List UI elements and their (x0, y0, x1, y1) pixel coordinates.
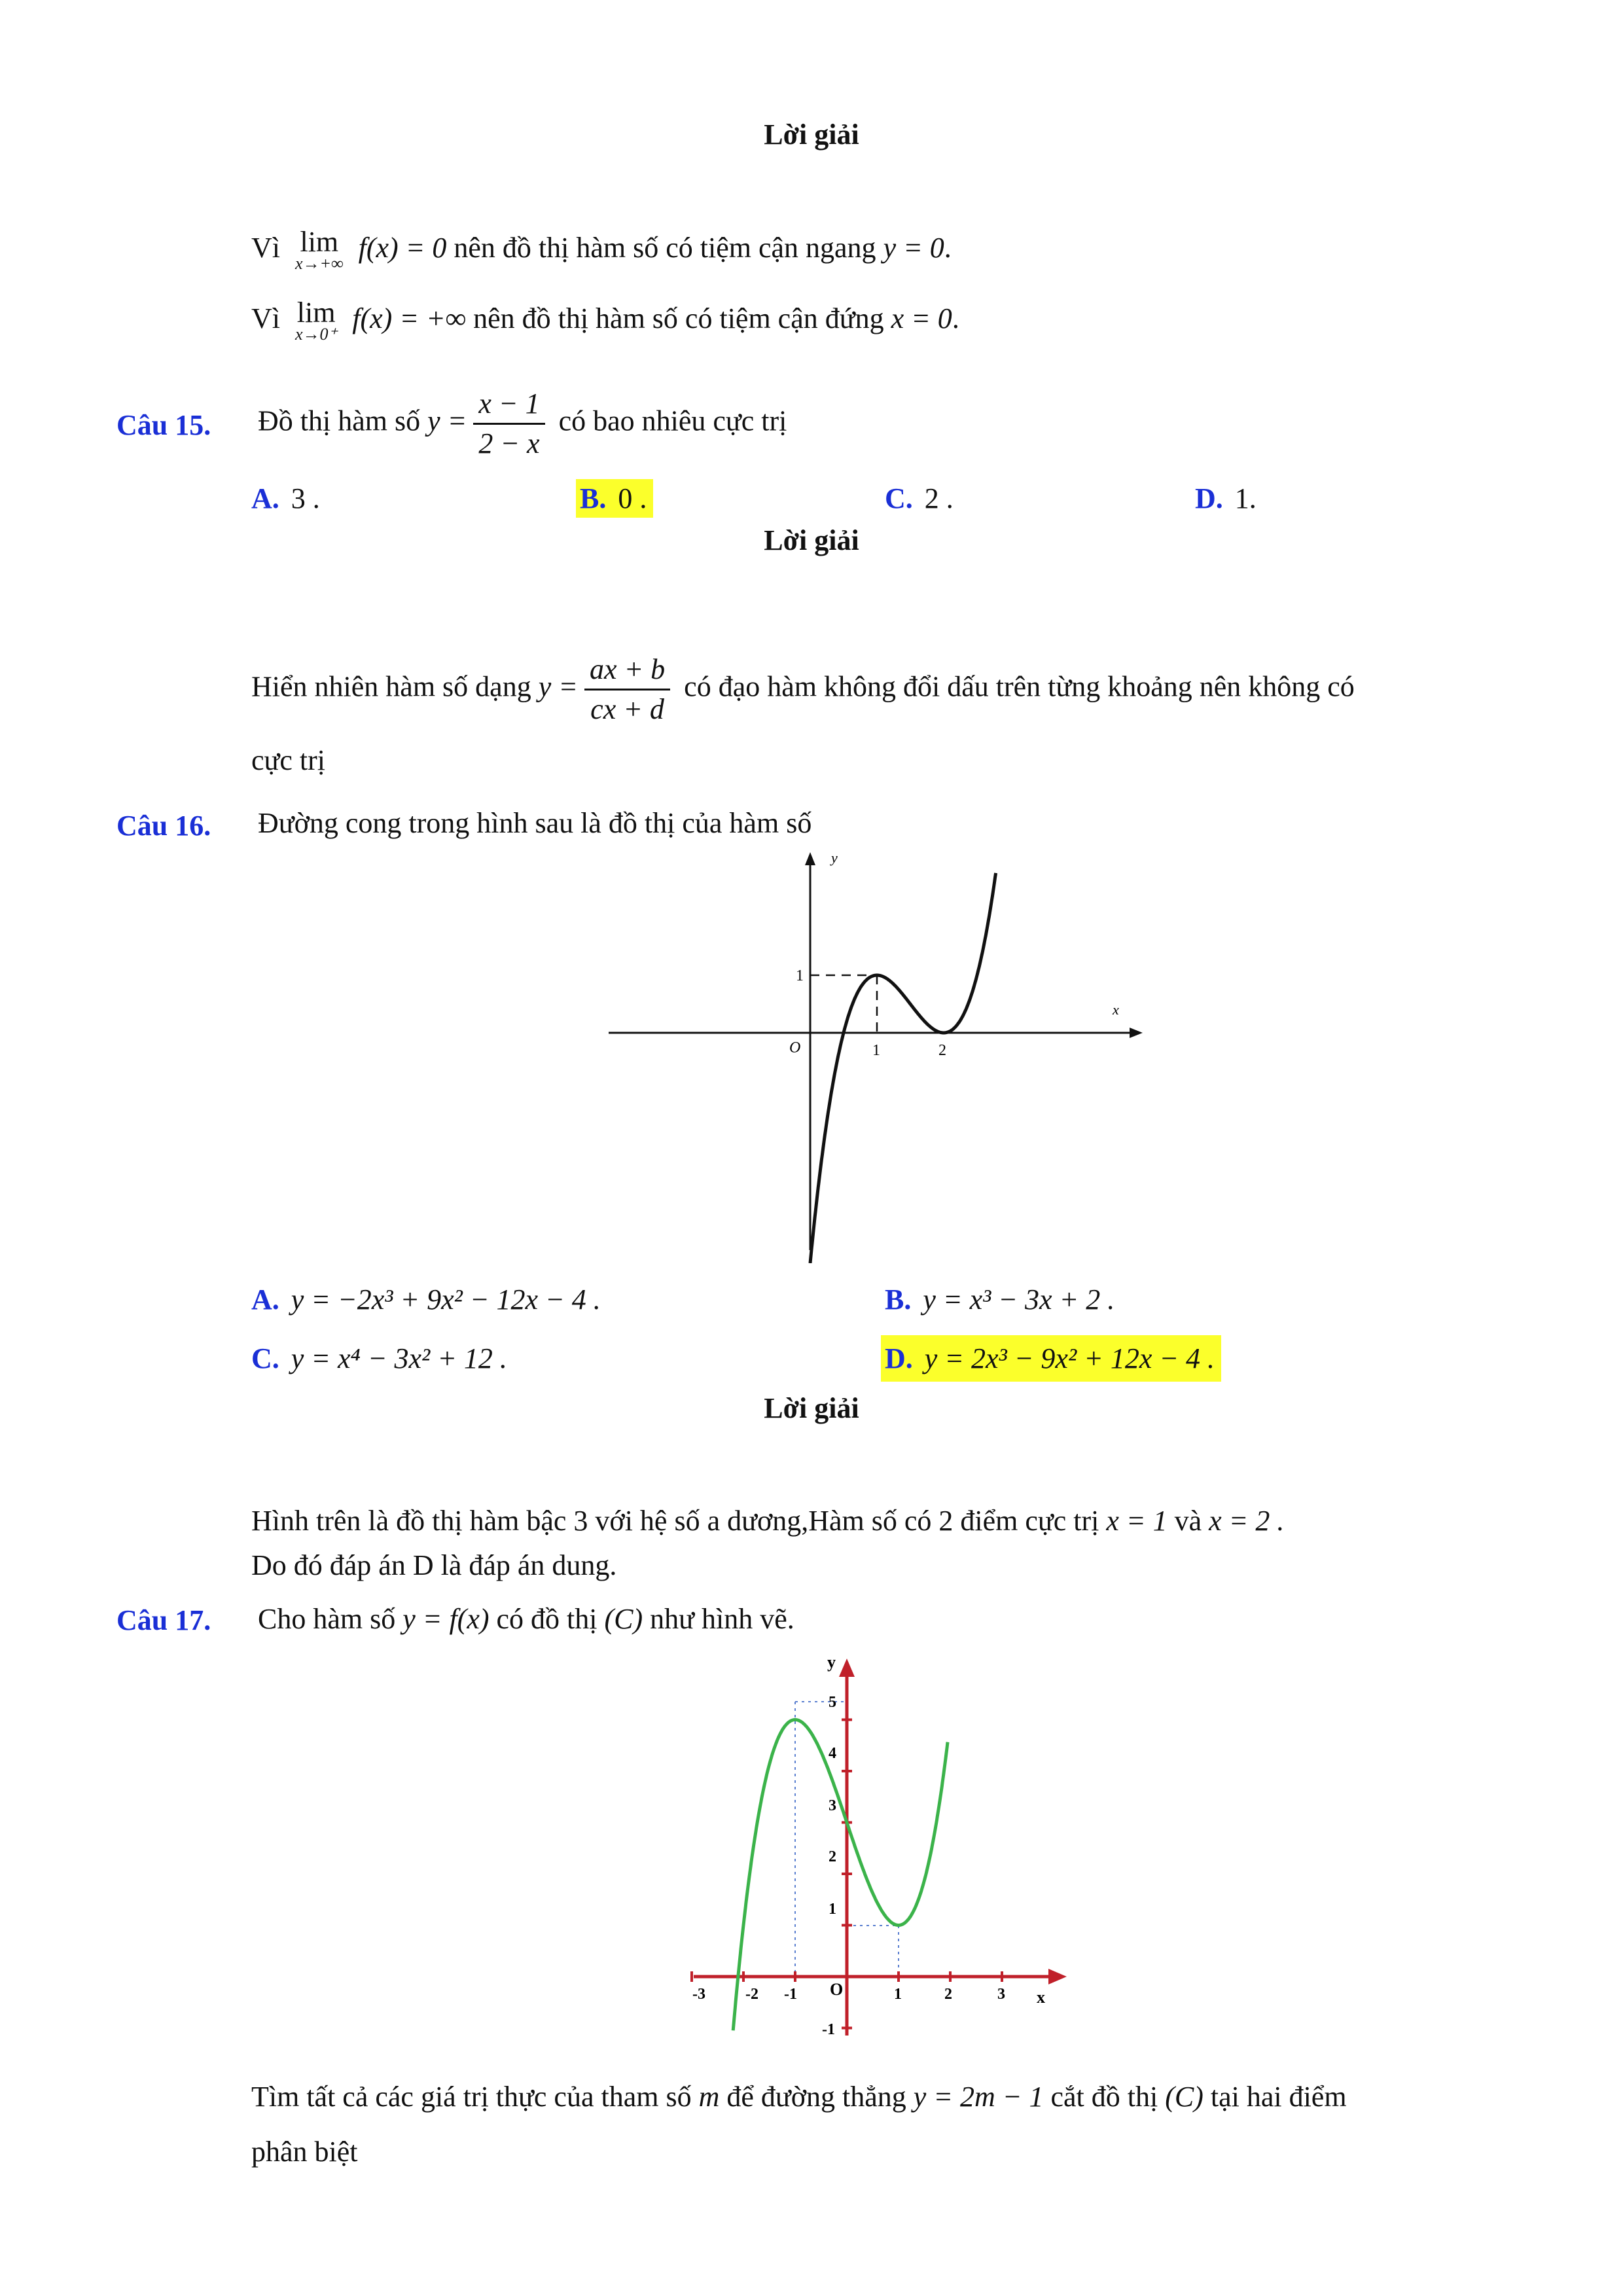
q17-label-x: x (1037, 1988, 1045, 2007)
q17-tick-label-ym1: -1 (822, 2021, 835, 2038)
prev-solution-line-1: Vì lim x→+∞ f(x) = 0 nên đồ thị hàm số có tiệm cận ngang y = 0. (251, 226, 952, 273)
q17-tick-label-y4: 4 (829, 1745, 836, 1762)
q17-prompt-line-1: Tìm tất cả các giá trị thực của tham số m để đường thẳng y = 2m − 1 cắt đồ thị (C) tại hai điểm (251, 2081, 1347, 2113)
q17-tick-label-xm1: -1 (784, 1986, 797, 2003)
q17-tick-label-x2: 2 (944, 1986, 952, 2003)
prev-solution-line-2: Vì lim x→0⁺ f(x) = +∞ nên đồ thị hàm số có tiệm cận đứng x = 0. (251, 296, 959, 344)
question-15-label: Câu 15. (116, 409, 211, 441)
question-17-text: Cho hàm số y = f(x) có đồ thị (C) như hình vẽ. (258, 1603, 794, 1635)
question-16-label: Câu 16. (116, 810, 211, 842)
q17-tick-label-x3: 3 (997, 1986, 1005, 2003)
q15-solution-line-2: cực trị (251, 744, 326, 776)
q16-y-arrow (805, 852, 815, 865)
q17-tick-label-y3: 3 (829, 1797, 836, 1814)
q17-tick-label-xm2: -2 (745, 1986, 758, 2003)
question-17-label: Câu 17. (116, 1604, 211, 1636)
q15-option-a[interactable]: A. 3 . (251, 482, 320, 514)
q16-label-y: y (831, 850, 838, 866)
question-15-text: Đồ thị hàm số y = $\frac{x - 1}{2 - x}$ có bao nhiêu cực trị (258, 385, 787, 463)
q15-solution-text: Hiển nhiên hàm số dạng y = $\frac{ax + b}{cx + d}$ có đạo hàm không đổi dấu trên từng khoảng nên không có (251, 651, 1355, 728)
q16-curve (810, 873, 996, 1263)
q16-option-c[interactable]: C. y = x⁴ − 3x² + 12 . (251, 1342, 507, 1374)
q16-tick-x2: 2 (938, 1042, 946, 1059)
q16-x-arrow (1130, 1028, 1143, 1038)
q17-label-origin: O (830, 1980, 844, 1999)
q16-label-origin: O (789, 1039, 801, 1056)
q17-graph (681, 1649, 1086, 2055)
q16-solution-line-1: Hình trên là đồ thị hàm bậc 3 với hệ số a dương,Hàm số có 2 điểm cực trị x = 1 và x = 2 . (251, 1505, 1285, 1537)
q17-y-arrow (839, 1659, 855, 1677)
q16-option-a[interactable]: A. y = −2x³ + 9x² − 12x − 4 . (251, 1283, 601, 1316)
q16-option-b[interactable]: B. y = x³ − 3x + 2 . (885, 1283, 1115, 1316)
q17-prompt-line-2: phân biệt (251, 2136, 358, 2168)
solution-heading: Lời giải (764, 118, 859, 151)
q17-tick-label-y1: 1 (829, 1901, 836, 1918)
q16-solution-heading: Lời giải (764, 1392, 859, 1424)
q17-tick-label-x1: 1 (894, 1986, 902, 2003)
q16-solution-line-2: Do đó đáp án D là đáp án dung. (251, 1549, 617, 1581)
q16-tick-x1: 1 (872, 1042, 880, 1059)
q15-option-c[interactable]: C. 2 . (885, 482, 954, 514)
q16-tick-y1: 1 (796, 967, 804, 984)
q15-option-b[interactable]: B. 0 . (576, 479, 653, 518)
q15-option-d[interactable]: D. 1. (1195, 482, 1257, 514)
q16-graph (602, 844, 1152, 1263)
q17-tick-label-xm3: -3 (692, 1986, 705, 2003)
q17-tick-label-y5: 5 (829, 1694, 836, 1711)
q15-solution-heading: Lời giải (764, 524, 859, 556)
q17-label-y: y (827, 1653, 836, 1672)
q17-x-arrow (1048, 1969, 1067, 1984)
question-16-text: Đường cong trong hình sau là đồ thị của hàm số (258, 807, 812, 839)
q16-label-x: x (1113, 1001, 1119, 1018)
q16-option-d[interactable]: D. y = 2x³ − 9x² + 12x − 4 . (881, 1335, 1221, 1382)
q17-tick-label-y2: 2 (829, 1848, 836, 1865)
